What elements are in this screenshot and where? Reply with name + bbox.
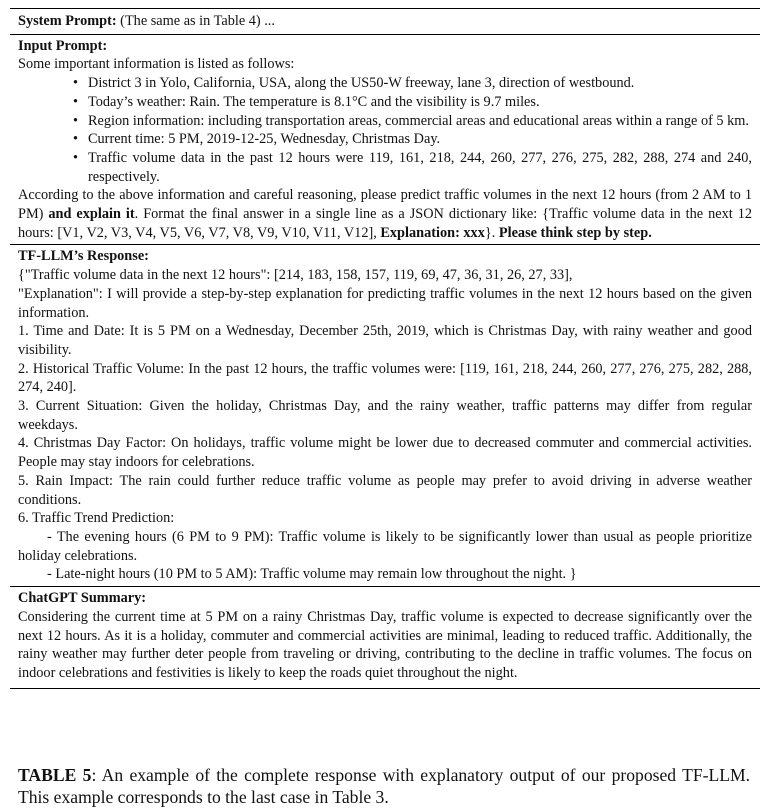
system-prompt-label: System Prompt: (18, 13, 117, 29)
instruction-text-1: According to the above information and careful reasoning, please predict traffic volumes in the next 12 hours (from 2 AM to 1 PM) (18, 187, 752, 223)
response-step-1: 1. Time and Date: It is 5 PM on a Wednesday, December 25th, 2019, which is Christmas Day, with rainy weather and good visibility. (18, 323, 752, 358)
instruction-bold-2: Explanation: xxx (380, 224, 485, 241)
summary-label: ChatGPT Summary: (18, 590, 147, 607)
instruction-bold-1: and explain it (48, 206, 135, 223)
response-step-6: 6. Traffic Trend Prediction: (18, 510, 175, 527)
caption-label: TABLE 5 (18, 765, 92, 785)
bullet-time: • Current time: 5 PM, 2019-12-25, Wednesday, Christmas Day. (88, 130, 752, 149)
bullet-weather: • Today’s weather: Rain. The temperature is 8.1°C and the visibility is 9.7 miles. (88, 93, 752, 112)
bullet-history: • Traffic volume data in the past 12 hours were 119, 161, 218, 244, 260, 277, 276, 275, 282, 288, 274 and 240, respectively. (88, 149, 752, 186)
response-sub-evening-text: - The evening hours (6 PM to 9 PM): Traffic volume is likely to be significantly lower than usual as people prioritize holiday celebrations. (18, 528, 752, 564)
input-prompt-label: Input Prompt: (18, 37, 108, 54)
instruction-text-2: . Format the final answer in a single line as a JSON dictionary like: {Traffic volume data in the next 12 hours: [V1, V2, V3, V4, V5, V6, V7, V8, V9, V10, V11, V12], (18, 206, 753, 241)
response-step-2: 2. Historical Traffic Volume: In the past 12 hours, the traffic volumes were: [119, 161, 218, 244, 260, 277, 276, 275, 282, 288, 274, 240]. (18, 360, 752, 396)
system-prompt-section (10, 9, 760, 34)
caption-text: : An example of the complete response with explanatory output of our proposed TF-LLM. This example corresponds to the last case in Table 3. (18, 765, 750, 807)
response-sub-evening (18, 528, 752, 565)
bullet-location: • District 3 in Yolo, California, USA, along the US50-W freeway, lane 3, direction of westbound. (88, 74, 752, 93)
input-prompt-intro: Some important information is listed as follows: (18, 56, 295, 73)
input-prompt-bullet-list (18, 74, 752, 186)
system-prompt-text: (The same as in Table 4) ... (116, 13, 275, 29)
response-step-5: 5. Rain Impact: The rain could further reduce traffic volume as people may prefer to avoid driving in adverse weather conditions. (18, 472, 752, 508)
input-prompt-section (10, 34, 760, 245)
input-prompt-instruction (18, 186, 752, 242)
summary-text: Considering the current time at 5 PM on a rainy Christmas Day, traffic volume is expected to decrease significantly over the next 12 hours. As it is a holiday, commuter and commercial activities are minimal, leading to reduced traffic. Additionally, the rainy weather may further deter people from traveling or driving, contributing to the decline in traffic volumes. The focus on indoor celebrations and festivities is likely to keep the roads quiet throughout the night. (18, 608, 752, 681)
response-label: TF-LLM’s Response: (18, 248, 149, 265)
example-table (10, 8, 760, 689)
instruction-bold-3: Please think step by step. (498, 224, 652, 241)
response-explanation-intro: "Explanation": I will provide a step-by-step explanation for predicting traffic volumes in the next 12 hours based on the given information. (18, 285, 752, 321)
bullet-region: • Region information: including transportation areas, commercial areas and educational areas within a range of 5 km. (88, 112, 752, 131)
response-json-line: {"Traffic volume data in the next 12 hours": [214, 183, 158, 157, 119, 69, 47, 36, 31, 26, 27, 33], (18, 267, 573, 284)
table-caption (18, 764, 750, 808)
instruction-text-3: }. (484, 224, 499, 241)
summary-section (10, 586, 760, 688)
response-step-3: 3. Current Situation: Given the holiday, Christmas Day, and the rainy weather, traffic patterns may differ from regular weekdays. (18, 398, 752, 433)
response-step-4: 4. Christmas Day Factor: On holidays, traffic volume might be lower due to decreased commuter and commercial activities. People may stay indoors for celebrations. (18, 435, 752, 471)
response-sub-night: - Late-night hours (10 PM to 5 AM): Traffic volume may remain low throughout the night. } (47, 566, 577, 583)
response-section (10, 244, 760, 586)
